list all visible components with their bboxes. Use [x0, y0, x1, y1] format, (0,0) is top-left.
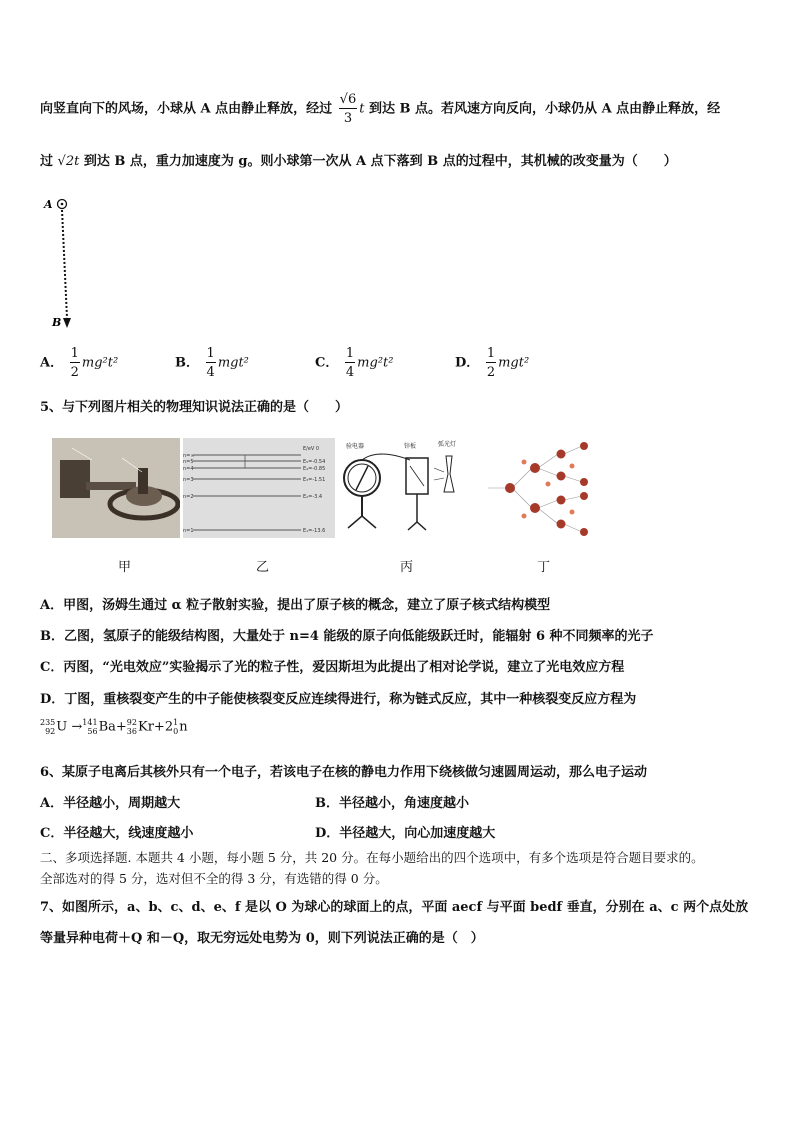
q4-time-fraction	[339, 93, 358, 125]
label-b: B	[52, 316, 62, 329]
q5-option-d[interactable]: D．丁图，重核裂变产生的中子能使核裂变反应连续得进行，称为链式反应，其中一种核裂变反应方程为	[40, 692, 637, 707]
svg-text:n=3: n=3	[183, 477, 194, 483]
q4-stem-text-a: 向竖直向下的风场，小球从 A 点由静止释放，经过	[40, 101, 333, 117]
svg-text:E₁=-13.6: E₁=-13.6	[303, 528, 326, 534]
svg-text:n=5: n=5	[183, 459, 194, 465]
alpha-scattering-apparatus-image	[52, 438, 180, 538]
section2-header-line2: 全部选对的得 5 分，选对但不全的得 3 分，有选错的得 0 分。	[40, 871, 388, 886]
root-two-t: √2t	[57, 154, 80, 169]
svg-text:锌板: 锌板	[404, 443, 417, 450]
label-a: A	[44, 198, 53, 211]
svg-text:n=4: n=4	[183, 466, 194, 472]
caption-yi: 乙	[256, 560, 270, 575]
svg-text:n=2: n=2	[183, 494, 194, 500]
q4-choice-a[interactable]: A． $\frac{1}{2}$ mg²t²	[40, 346, 119, 380]
q4-choice-c[interactable]: C． $\frac{1}{4}$ mg²t²	[315, 346, 394, 380]
caption-ding: 丁	[537, 560, 551, 575]
time-variable: t	[359, 101, 365, 117]
section2-header-line1: 二、多项选择题. 本题共 4 小题，每小题 5 分，共 20 分。在每小题给出的四个选项中，有多个选项是符合题目要求的。	[40, 850, 704, 865]
q4-stem-line1	[40, 93, 720, 125]
svg-text:验电器: 验电器	[346, 443, 365, 450]
q4-stem-text-d: 到达 B 点，重力加速度为 g。则小球第一次从 A 点下落到 B 点的过程中，其机械的改变量为（ ）	[83, 154, 677, 169]
q6-option-d[interactable]: D．半径越大，向心加速度越大	[315, 826, 496, 841]
q4-stem-text-c: 过	[40, 154, 54, 169]
svg-text:E₂=-3.4: E₂=-3.4	[303, 494, 323, 500]
q6-option-a[interactable]: A．半径越小，周期越大	[40, 796, 181, 811]
q4-stem-text-b: 到达 B 点。若风速方向反向，小球仍从 A 点由静止释放，经	[369, 101, 721, 117]
svg-text:E₃=-1.51: E₃=-1.51	[303, 477, 326, 483]
photo-jia	[52, 438, 180, 538]
fission-equation: 235 92 U → 141 56 Ba+ 92 36 Kr+2 1 0 n	[40, 718, 188, 736]
photo-ding	[478, 438, 594, 538]
hydrogen-energy-levels-image	[183, 438, 335, 538]
q4-choice-d[interactable]: D． $\frac{1}{2}$ mgt²	[455, 346, 530, 380]
svg-text:n=∞: n=∞	[183, 453, 195, 459]
q6-option-b[interactable]: B．半径越小，角速度越小	[315, 796, 469, 811]
caption-jia: 甲	[118, 560, 132, 575]
svg-text:E₅=-0.54: E₅=-0.54	[303, 459, 326, 465]
fraction-denominator: 3	[343, 111, 353, 126]
q6-option-c[interactable]: C．半径越大，线速度越小	[40, 826, 194, 841]
q5-option-a[interactable]: A．甲图，汤姆生通过 α 粒子散射实验，提出了原子核的概念，建立了原子核式结构模型	[40, 598, 551, 613]
q5-stem: 5、与下列图片相关的物理知识说法正确的是（ ）	[40, 400, 349, 415]
svg-text:E₄=-0.85: E₄=-0.85	[303, 466, 326, 472]
q4-stem-line2	[40, 150, 677, 169]
chain-reaction-image	[478, 438, 594, 538]
fraction-numerator: √6	[339, 92, 357, 107]
photo-yi	[183, 438, 335, 538]
q7-stem-line1: 7、如图所示，a、b、c、d、e、f 是以 O 为球心的球面上的点，平面 aecf 与平面 bedf 垂直，分别在 a、c 两个点处放	[40, 900, 749, 915]
q5-option-c[interactable]: C．丙图，“光电效应”实验揭示了光的粒子性，爱因斯坦为此提出了相对论学说，建立了光电效应方程	[40, 660, 625, 675]
q6-stem: 6、某原子电离后其核外只有一个电子，若该电子在核的静电力作用下绕核做匀速圆周运动，那么电子运动	[40, 765, 648, 780]
svg-text:E/eV 0: E/eV 0	[303, 446, 320, 452]
photo-bing	[338, 438, 468, 538]
q7-stem-line2: 等量异种电荷＋Q 和－Q，取无穷远处电势为 0，则下列说法正确的是（ ）	[40, 931, 484, 946]
q4-figure	[40, 190, 100, 340]
drop-diagram	[40, 190, 100, 340]
q5-option-b[interactable]: B．乙图，氢原子的能级结构图，大量处于 n=4 能级的原子向低能级跃迁时，能辐射 6 种不同频率的光子	[40, 629, 654, 644]
svg-text:弧光灯: 弧光灯	[438, 441, 457, 448]
q4-choice-b[interactable]: B． $\frac{1}{4}$ mgt²	[175, 346, 249, 380]
caption-bing: 丙	[400, 560, 414, 575]
svg-text:n=1: n=1	[183, 528, 194, 534]
photoelectric-experiment-image	[338, 438, 468, 538]
